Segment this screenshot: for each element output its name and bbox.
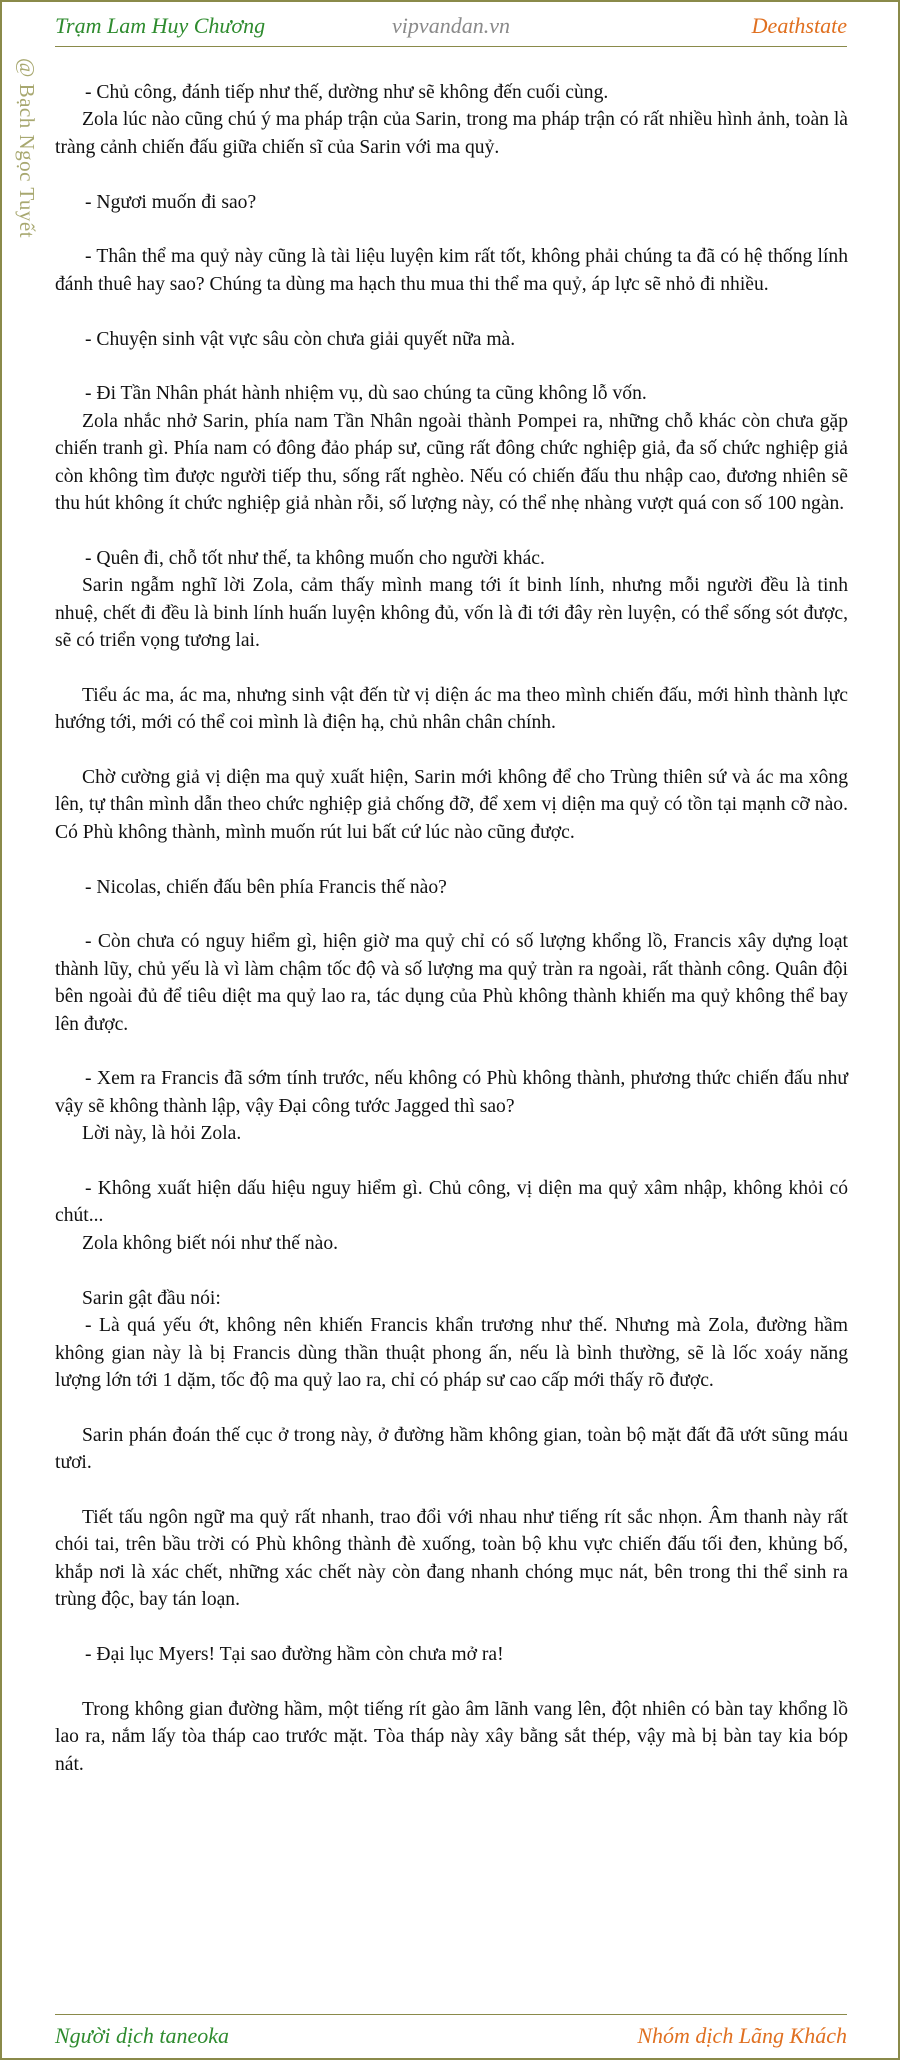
paragraph: - Còn chưa có nguy hiểm gì, hiện giờ ma quỷ chỉ có số lượng khổng lồ, Francis xây dựng loạt thành lũy, chủ yếu là vì làm chậm tốc độ và số lượng ma quỷ tràn ra ngoài, rất thành công. Quân đội bên ngoài đủ để tiêu diệt ma quỷ lao ra, tác dụng của Phù không thành khiến ma quỷ không thể bay lên được. xyxy=(55,931,848,1035)
paragraph-gap xyxy=(55,1477,848,1504)
paragraph-gap xyxy=(55,654,848,681)
header-url: vipvandan.vn xyxy=(392,13,510,38)
paragraph-gap xyxy=(55,161,848,188)
paragraph: Lời này, là hỏi Zola. xyxy=(82,1123,242,1145)
paragraph: - Đại lục Myers! Tại sao đường hầm còn chưa mở ra! xyxy=(85,1643,504,1665)
paragraph: - Thân thể ma quỷ này cũng là tài liệu luyện kim rất tốt, không phải chúng ta đã có hệ thống lính đánh thuê hay sao? Chúng ta dùng ma hạch thu mua thi thể ma quỷ, áp lực sẽ nhỏ đi nhiều. xyxy=(55,246,848,295)
paragraph: Chờ cường giả vị diện ma quỷ xuất hiện, Sarin mới không để cho Trùng thiên sứ và ác ma xông lên, tự thân mình dẫn theo chức nghiệp giả chống đỡ, để xem vị diện ma quỷ có tồn tại mạnh cỡ nào. Có Phù không thành, mình muốn rút lui bất cứ lúc nào cũng được. xyxy=(55,767,848,843)
paragraph: Zola nhắc nhở Sarin, phía nam Tần Nhân ngoài thành Pompei ra, những chỗ khác còn chưa gặp chiến tranh gì. Phía nam có đông đảo pháp sư, cũng rất đông chức nghiệp giả, đa số chức nghiệp giả còn không tìm được người tiếp thu, sống rất nghèo. Nếu có chiến đấu thu nhập cao, đương nhiên sẽ thu hút không ít chức nghiệp giả nhàn rỗi, số lượng này, có thể nhẹ nhàng vượt quá con số 100 ngàn. xyxy=(55,410,848,515)
paragraph: - Chuyện sinh vật vực sâu còn chưa giải quyết nữa mà. xyxy=(85,328,516,350)
paragraph-gap xyxy=(55,737,848,764)
paragraph: Sarin gật đầu nói: xyxy=(82,1287,221,1309)
paragraph-gap xyxy=(55,298,848,325)
chapter-body xyxy=(55,79,848,1778)
paragraph-gap xyxy=(55,846,848,873)
paragraph: Tiểu ác ma, ác ma, nhưng sinh vật đến từ vị diện ác ma theo mình chiến đấu, mới hình thành lực hướng tới, mới có thể coi mình là điện hạ, chủ nhân chân chính. xyxy=(55,684,848,734)
header-site-name: Trạm Lam Huy Chương xyxy=(55,13,266,38)
paragraph: - Ngươi muốn đi sao? xyxy=(85,191,257,213)
footer-translator: Người dịch taneoka xyxy=(55,2023,230,2048)
side-watermark: @ Bạch Ngọc Tuyết xyxy=(15,58,39,239)
footer-group: Nhóm dịch Lãng Khách xyxy=(637,2023,847,2048)
paragraph-gap xyxy=(55,1668,848,1695)
page-footer xyxy=(55,2014,847,2049)
paragraph: - Không xuất hiện dấu hiệu nguy hiểm gì. Chủ công, vị diện ma quỷ xâm nhập, không khỏi có chút... xyxy=(55,1178,848,1227)
paragraph-gap xyxy=(55,1038,848,1065)
paragraph: - Quên đi, chỗ tốt như thế, ta không muốn cho người khác. xyxy=(85,547,545,569)
paragraph: Zola lúc nào cũng chú ý ma pháp trận của Sarin, trong ma pháp trận có rất nhiều hình ảnh, toàn là tràng cảnh chiến đấu giữa chiến sĩ của Sarin với ma quỷ. xyxy=(55,109,848,158)
paragraph-gap xyxy=(55,517,848,544)
paragraph: Sarin ngẫm nghĩ lời Zola, cảm thấy mình mang tới ít binh lính, nhưng mỗi người đều là tinh nhuệ, chết đi đều là binh lính huấn luyện không đủ, vốn là đi tới đây rèn luyện, có thể sống sót được, sẽ có triển vọng tương lai. xyxy=(55,575,848,652)
paragraph-gap xyxy=(55,1394,848,1421)
paragraph-gap xyxy=(55,353,848,380)
paragraph-gap xyxy=(55,1614,848,1641)
paragraph-gap xyxy=(55,1257,848,1284)
paragraph: Sarin phán đoán thế cục ở trong này, ở đường hầm không gian, toàn bộ mặt đất đã ướt sũng máu tươi. xyxy=(55,1424,848,1474)
header-book-title: Deathstate xyxy=(751,13,847,38)
paragraph: Zola không biết nói như thế nào. xyxy=(82,1232,339,1254)
paragraph: Tiết tấu ngôn ngữ ma quỷ rất nhanh, trao đổi với nhau như tiếng rít sắc nhọn. Âm thanh này rất chói tai, trên bầu trời có Phù không thành đè xuống, toàn bộ khu vực chiến đấu tối đen, khủng bố, khắp nơi là xác chết, những xác chết này còn đang nhanh chóng mục nát, bên trong thi thể sinh ra trùng độc, bay tán loạn. xyxy=(55,1506,848,1611)
page-header xyxy=(55,10,847,47)
paragraph-gap xyxy=(55,1148,848,1175)
paragraph-gap xyxy=(55,901,848,928)
paragraph: Trong không gian đường hầm, một tiếng rít gào âm lãnh vang lên, đột nhiên có bàn tay khổng lồ lao ra, nắm lấy tòa tháp cao trước mặt. Tòa tháp này xây bằng sắt thép, vậy mà bị bàn tay kia bóp nát. xyxy=(55,1698,848,1775)
paragraph: - Nicolas, chiến đấu bên phía Francis thế nào? xyxy=(85,876,447,898)
paragraph: - Đi Tần Nhân phát hành nhiệm vụ, dù sao chúng ta cũng không lỗ vốn. xyxy=(85,383,647,405)
paragraph-gap xyxy=(55,216,848,243)
paragraph: - Là quá yếu ớt, không nên khiến Francis khẩn trương như thế. Nhưng mà Zola, đường hầm không gian này là bị Francis dùng thần thuật phong ấn, nếu là bình thường, sẽ là lốc xoáy năng lượng lớn tới 1 dặm, tốc độ ma quỷ lao ra, chỉ có pháp sư cao cấp mới thấy rõ được. xyxy=(55,1315,848,1391)
paragraph: - Chủ công, đánh tiếp như thế, dường như sẽ không đến cuối cùng. xyxy=(85,82,609,103)
paragraph: - Xem ra Francis đã sớm tính trước, nếu không có Phù không thành, phương thức chiến đấu như vậy sẽ không thành lập, vậy Đại công tước Jagged thì sao? xyxy=(55,1068,848,1117)
